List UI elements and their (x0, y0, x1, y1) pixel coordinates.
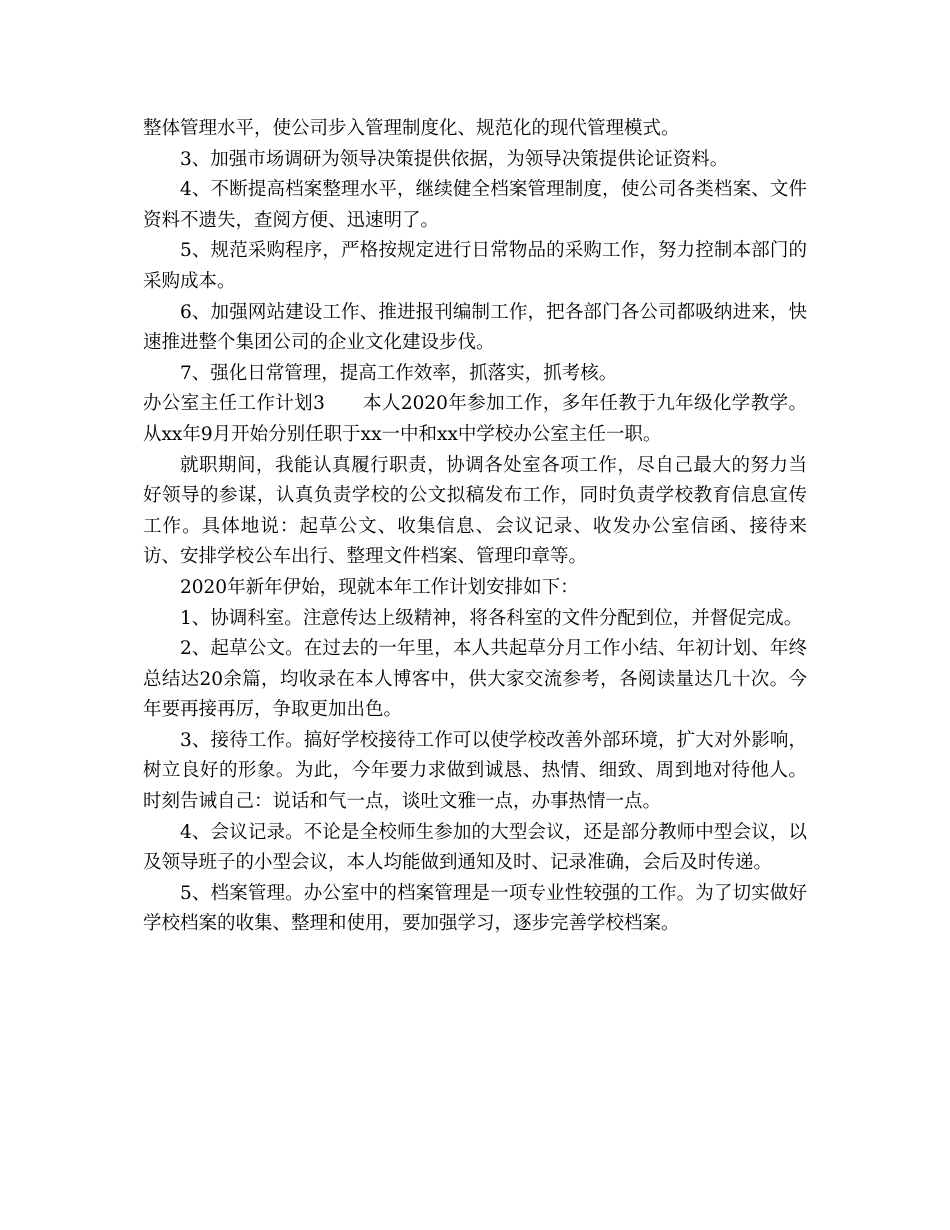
paragraph: 1、协调科室。注意传达上级精神，将各科室的文件分配到位，并督促完成。 (180, 607, 803, 629)
paragraph: 6、加强网站建设工作、推进报刊编制工作，把各部门各公司都吸纳进来，快速推进整个集团公司的企业文化建设步伐。 (143, 301, 807, 354)
paragraph: 7、强化日常管理，提高工作效率，抓落实，抓考核。 (180, 362, 618, 384)
document-body (143, 114, 807, 940)
paragraph: 2、起草公文。在过去的一年里，本人共起草分月工作小结、年初计划、年终总结达20余篇，均收录在本人博客中，供大家交流参考，各阅读量达几十次。今年要再接再厉，争取更加出色。 (143, 638, 807, 721)
paragraph: 就职期间，我能认真履行职责，协调各处室各项工作，尽自己最大的努力当好领导的参谋，认真负责学校的公文拟稿发布工作，同时负责学校教育信息宣传工作。具体地说：起草公文、收集信息、会议记录、收发办公室信函、接待来访、安排学校公车出行、整理文件档案、管理印章等。 (143, 454, 807, 568)
paragraph: 4、不断提高档案整理水平，继续健全档案管理制度，使公司各类档案、文件资料不遗失，查阅方便、迅速明了。 (143, 179, 807, 231)
paragraph: 5、规范采购程序，严格按规定进行日常物品的采购工作，努力控制本部门的采购成本。 (143, 240, 807, 292)
paragraph: 4、会议记录。不论是全校师生参加的大型会议，还是部分教师中型会议，以及领导班子的小型会议，本人均能做到通知及时、记录准确，会后及时传递。 (143, 821, 807, 874)
paragraph: 3、加强市场调研为领导决策提供依据，为领导决策提供论证资料。 (180, 148, 729, 170)
paragraph: 2020年新年伊始，现就本年工作计划安排如下： (180, 576, 579, 598)
paragraph: 5、档案管理。办公室中的档案管理是一项专业性较强的工作。为了切实做好学校档案的收集、整理和使用，要加强学习，逐步完善学校档案。 (143, 882, 807, 935)
paragraph: 3、接待工作。搞好学校接待工作可以使学校改善外部环境，扩大对外影响，树立良好的形象。为此，今年要力求做到诚恳、热情、细致、周到地对待他人。时刻告诫自己：说话和气一点，谈吐文雅一点，办事热情一点。 (143, 729, 807, 813)
section-heading-paragraph: 办公室主任工作计划3 本人2020年参加工作，多年任教于九年级化学教学。从xx年9月开始分别任职于xx一中和xx中学校办公室主任一职。 (143, 393, 807, 445)
paragraph: 整体管理水平，使公司步入管理制度化、规范化的现代管理模式。 (143, 118, 680, 139)
